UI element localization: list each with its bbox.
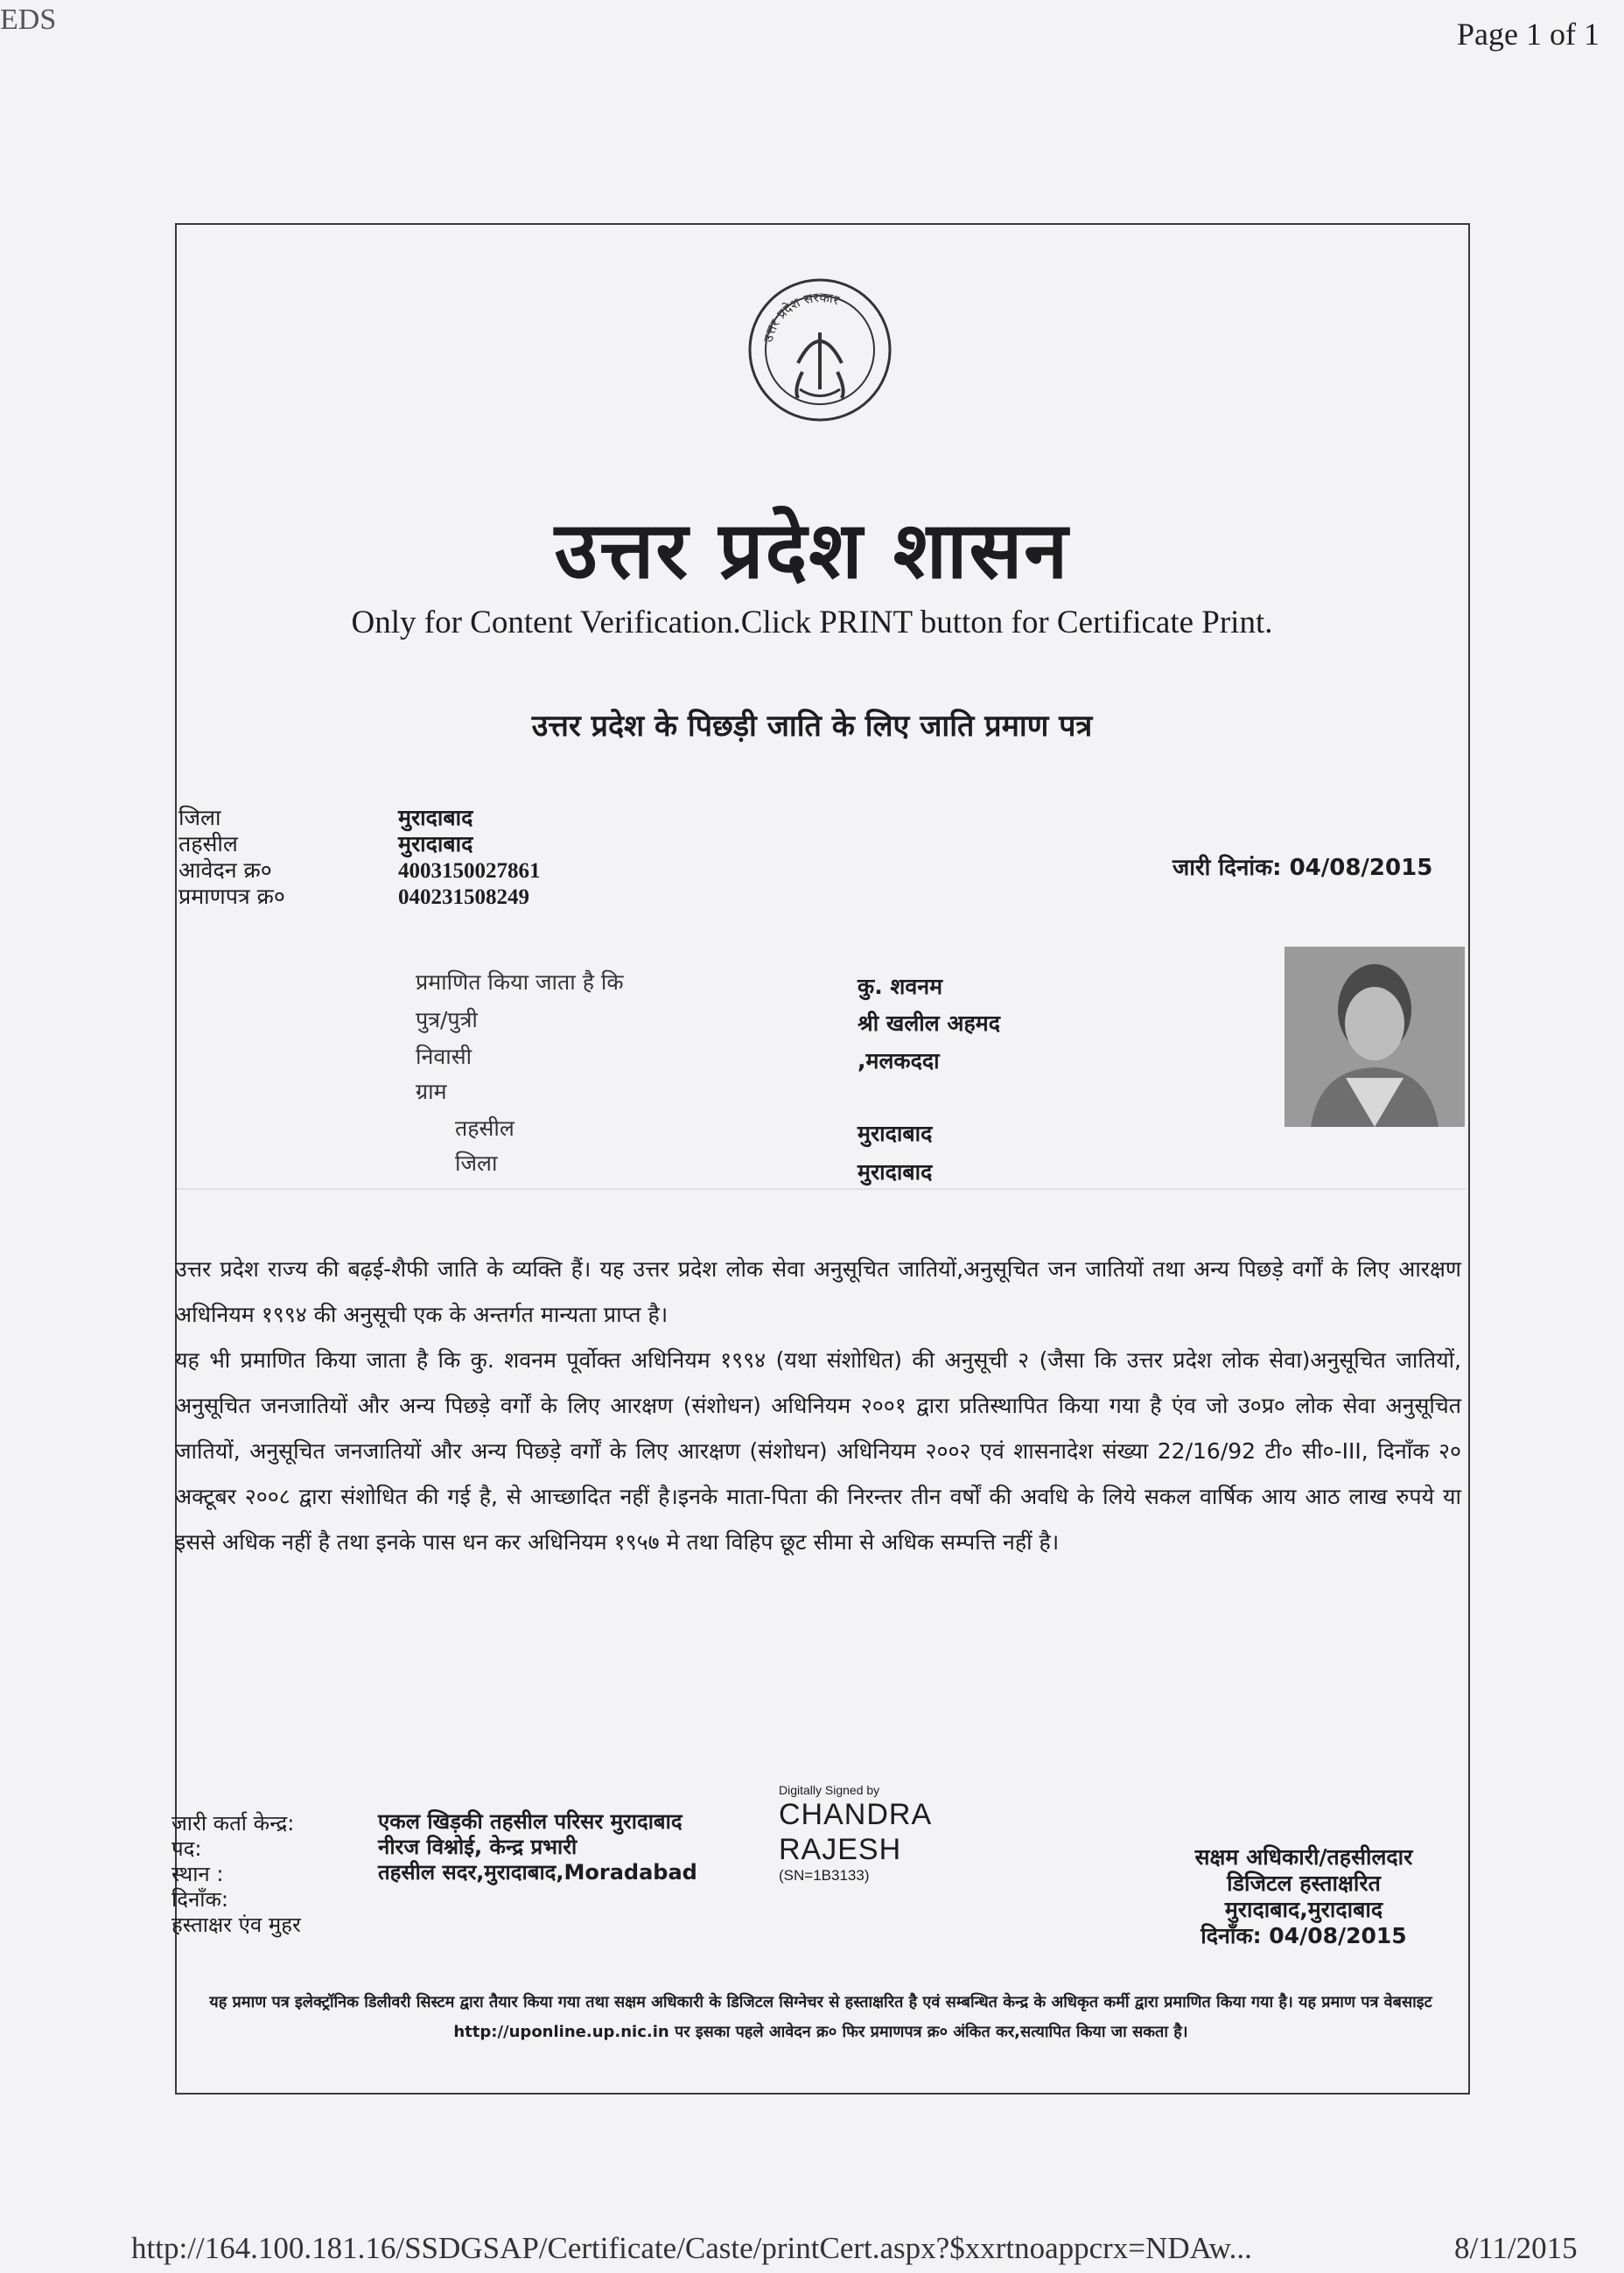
detail-label: प्रमाणित किया जाता है कि [416,969,624,995]
detail-label: ग्राम [416,1079,447,1104]
issuer-labels [172,1811,301,1938]
digital-signature [779,1783,932,1885]
certificate-body [175,1247,1461,1565]
body-paragraph: उत्तर प्रदेश राज्य की बढ़ई-शैफी जाति के व्यक्ति हैं। यह उत्तर प्रदेश लोक सेवा अनुसूचित जातियों,अनुसूचित जन जातियों तथा अन्य पिछड़े वर्गों के लिए आरक्षण अधिनियम १९९४ की अनुसूची एक के अन्तर्गत मान्यता प्राप्त है। [175,1256,1461,1327]
page-indicator: Page 1 of 1 [1457,17,1600,52]
issuer-values [378,1809,697,1885]
place-label: स्थान : [172,1862,224,1886]
print-url: http://164.100.181.16/SSDGSAP/Certificate/Caste/printCert.aspx?$xxrtnoappcrx=NDAw... [131,2231,1252,2265]
emblem-text: उत्तर प्रदेश सरकार [760,289,842,344]
tehsil-detail-value: मुरादाबाद [858,1121,933,1146]
footer-note: यह प्रमाण पत्र इलेक्ट्रॉनिक डिलीवरी सिस्टम द्वारा तैयार किया गया तथा सक्षम अधिकारी के डिजिटल सिग्नेचर से हस्ताक्षरित है एवं सम्बन्धित केन्द्र के अधिकृत कर्मी द्वारा प्रमाणित किया गया है। यह प्रमाण पत्र वेबसाइट http://uponline.up.nic.in पर इसका पहले आवेदन क्र० फिर प्रमाणपत्र क्र० अंकित कर,सत्यापित किया जा सकता है। [209,1993,1432,2041]
detail-label: तहसील [455,1116,514,1141]
post-value: नीरज विश्नोई, केन्द्र प्रभारी [378,1835,578,1859]
detail-label: निवासी [416,1044,472,1069]
residence-value: ,मलकददा [858,1048,940,1074]
tehsil-value: मुरादाबाद [398,831,473,857]
certificate-no-label: प्रमाणपत्र क्र० [178,884,285,909]
application-no-value: 4003150027861 [398,859,541,883]
detail-label: जिला [455,1150,498,1176]
print-date: 8/11/2015 [1454,2231,1578,2265]
post-label: पद: [172,1836,202,1861]
holder-name: कु. शवनम [858,974,943,999]
authority-line: सक्षम अधिकारी/तहसीलदार [1194,1844,1413,1870]
ds-serial: (SN=1B3133) [779,1867,870,1884]
certificate-no-value: 040231508249 [398,885,529,909]
issue-date: जारी दिनांक: 04/08/2015 [1172,855,1433,881]
ds-caption: Digitally Signed by [779,1783,880,1797]
ds-name-line1: CHANDRA [779,1798,933,1831]
authority-date: दिनाँक: 04/08/2015 [1200,1923,1407,1948]
certificate-title: उत्तर प्रदेश शासन [554,505,1070,597]
authority-line: डिजिटल हस्ताक्षरित [1227,1871,1381,1896]
detail-label: पुत्र/पुत्री [416,1007,478,1032]
district-label: जिला [178,805,221,830]
up-government-emblem [746,267,894,433]
parent-name: श्री खलील अहमद [858,1011,1001,1036]
verification-note: Only for Content Verification.Click PRINT button for Certificate Print. [351,605,1273,640]
place-value: तहसील सदर,मुरादाबाद,Moradabad [378,1860,697,1885]
applicant-photo [1284,947,1465,1127]
center-label: जारी कर्ता केन्द्र: [172,1811,295,1836]
center-value: एकल खिड़की तहसील परिसर मुरादाबाद [378,1809,682,1834]
certificate-subtitle: उत्तर प्रदेश के पिछड़ी जाति के लिए जाति प्रमाण पत्र [531,709,1093,744]
tehsil-label: तहसील [178,831,238,857]
date-label: दिनाँक: [172,1887,229,1912]
ds-name-line2: RAJESH [779,1833,902,1866]
district-detail-value: मुरादाबाद [858,1159,933,1185]
body-paragraph: यह भी प्रमाणित किया जाता है कि कु. शवनम पूर्वोक्त अधिनियम १९९४ (यथा संशोधित) की अनुसूची २ (जैसा कि उत्तर प्रदेश लोक सेवा)अनुसूचित जातियों, अनुसूचित जनजातियों और अन्य पिछड़े वर्गों के लिए आरक्षण (संशोधन) अधिनियम २००१ द्वारा प्रतिस्थापित किया गया है एंव जो उ०प्र० लोक सेवा अनुसूचित जातियों, अनुसूचित जनजातियों और अन्य पिछड़े वर्गों के लिए आरक्षण (संशोधन) अधिनियम २००२ एवं शासनादेश संख्या 22/16/92 टी० सी०-III, दिनाँक २० अक्टूबर २००८ द्वारा संशोधित की गई है, से आच्छादित नहीं है।इनके माता-पिता की निरन्तर तीन वर्षों की अवधि के लिये सकल वार्षिक आय आठ लाख रुपये या इससे अधिक नहीं है तथा इनके पास धन कर अधिनियम १९५७ मे तथा विहिप छूट सीमा से अधिक सम्पत्ति नहीं है। [175,1347,1461,1555]
header-fragment: EDS [0,3,57,36]
application-no-label: आवेदन क्र० [178,857,272,883]
authority-block [1138,1844,1470,1949]
district-value: मुरादाबाद [398,805,473,830]
authority-line: मुरादाबाद,मुरादाबाद [1224,1897,1383,1922]
sign-label: हस्ताक्षर एंव मुहर [172,1913,301,1937]
